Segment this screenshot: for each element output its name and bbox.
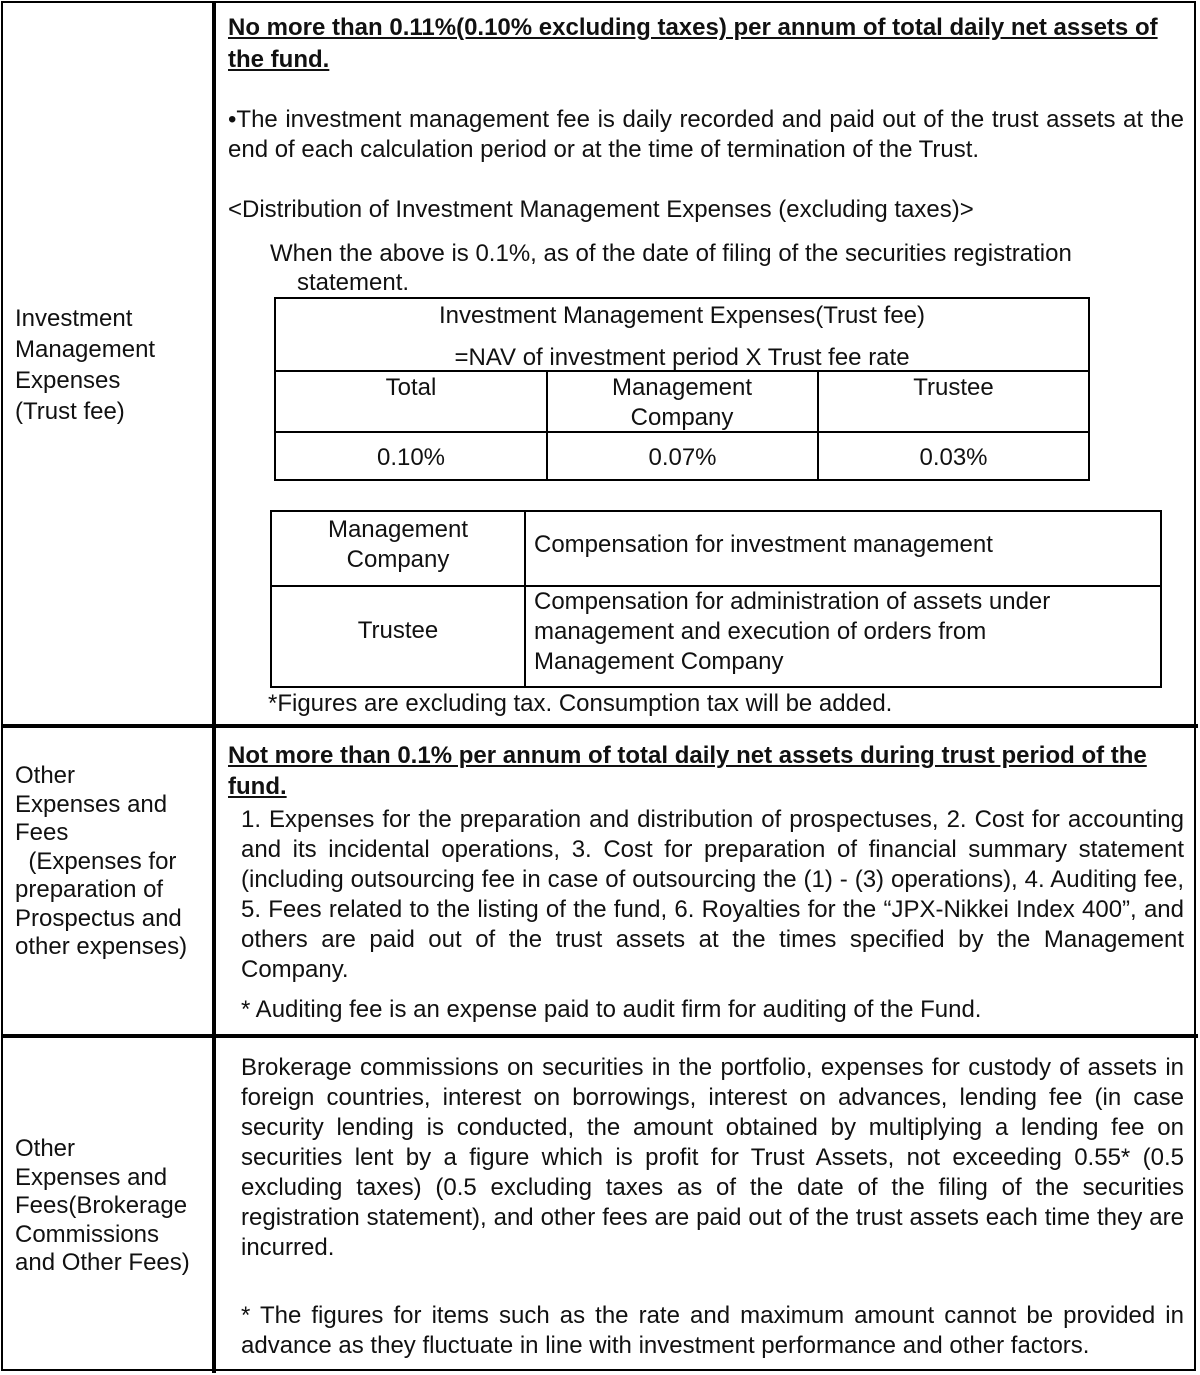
brokerage-note: * The figures for items such as the rate and maximum amount cannot be provided in advance as they fluctuate in line with investment performance and other factors. [241,1302,1184,1359]
label-line: Management [15,336,156,363]
column-divider [212,1,216,1373]
fee-table-title-2: =NAV of investment period X Trust fee rate [454,344,910,371]
row-divider [1,1034,1198,1038]
label-line: and Other Fees) [15,1249,190,1276]
label-line: Other [15,1135,76,1162]
role-table [270,510,1162,688]
when-line-cont: statement. [297,269,410,296]
role-mgmt-label: Management Company [327,516,469,573]
label-line: Fees [15,819,69,846]
brokerage-body: Brokerage commissions on securities in the portfolio, expenses for custody of assets in foreign countries, interest on borrowings, interest on advances, lending fee (in case security lending is conducted, the amount obtained by multiplying a lending fee on securities lent by a figure which is profit for Trust Assets, not exceeding 0.55* (0.5 excluding taxes) (0.5 excluding taxes as of the date of the filing of the securities registration statement), and other fees are paid out of the trust assets each time they are incurred. [241,1054,1184,1261]
other-expenses-body: 1. Expenses for the preparation and distribution of prospectuses, 2. Cost for accounting and its incidental operations, 3. Cost for preparation of financial summary statement (including outsourcing fee in case of outsourcing the (1) - (3) operations), 4. Auditing fee, 5. Fees related to the listing of the fund, 6. Royalties for the “JPX-Nikkei Index 400”, and others are paid out of the trust assets at the times specified by the Management Company. [241,806,1184,983]
col-trustee-header: Trustee [913,374,994,401]
label-line: other expenses) [15,933,188,960]
label-line: Prospectus and [15,904,182,932]
val-trustee: 0.03% [919,444,988,471]
role-trustee-desc: Compensation for administration of assets under management and execution of orders from Management Company [534,588,1051,675]
row-divider [1,724,1198,728]
role-trustee-label: Trustee [357,617,439,644]
when-line: When the above is 0.1%, as of the date of filing of the securities registration [270,240,1072,267]
col-total-header: Total [385,374,437,401]
col-mgmt-header: Management Company [611,374,753,431]
row-label-other-expenses [15,762,210,962]
distribution-title: <Distribution of Investment Management Expenses (excluding taxes)> [228,196,974,223]
label-line: Investment [15,305,133,332]
fee-distribution-table [274,297,1090,481]
label-line: Expenses and [15,790,168,818]
label-line: Other [15,762,76,789]
label-line: (Trust fee) [15,398,125,425]
auditing-note: * Auditing fee is an expense paid to audit firm for auditing of the Fund. [241,996,982,1023]
row-label-brokerage [15,1135,210,1278]
trust-fee-heading: No more than 0.11%(0.10% excluding taxes) per annum of total daily net assets of the fund. [228,14,1158,73]
label-line: preparation of [15,876,164,903]
label-line: (Expenses for [15,847,177,875]
trust-fee-footnote: *Figures are excluding tax. Consumption tax will be added. [268,690,893,717]
label-line: Fees(Brokerage [15,1192,188,1219]
label-line: Expenses and [15,1163,168,1191]
val-mgmt: 0.07% [648,444,717,471]
row-label-trust-fee [15,303,210,427]
other-expenses-heading: Not more than 0.1% per annum of total daily net assets during trust period of the fund. [228,742,1147,800]
val-total: 0.10% [376,444,446,471]
col-sep [524,512,526,686]
trust-fee-bullet: •The investment management fee is daily recorded and paid out of the trust assets at the end of each calculation period or at the time of termination of the Trust. [228,106,1184,163]
label-line: Expenses [15,367,121,394]
label-line: Commissions [15,1220,160,1248]
role-mgmt-desc: Compensation for investment management [534,531,993,558]
fee-table-title-1: Investment Management Expenses(Trust fee) [439,302,925,329]
fee-table-title-row [276,299,1088,372]
